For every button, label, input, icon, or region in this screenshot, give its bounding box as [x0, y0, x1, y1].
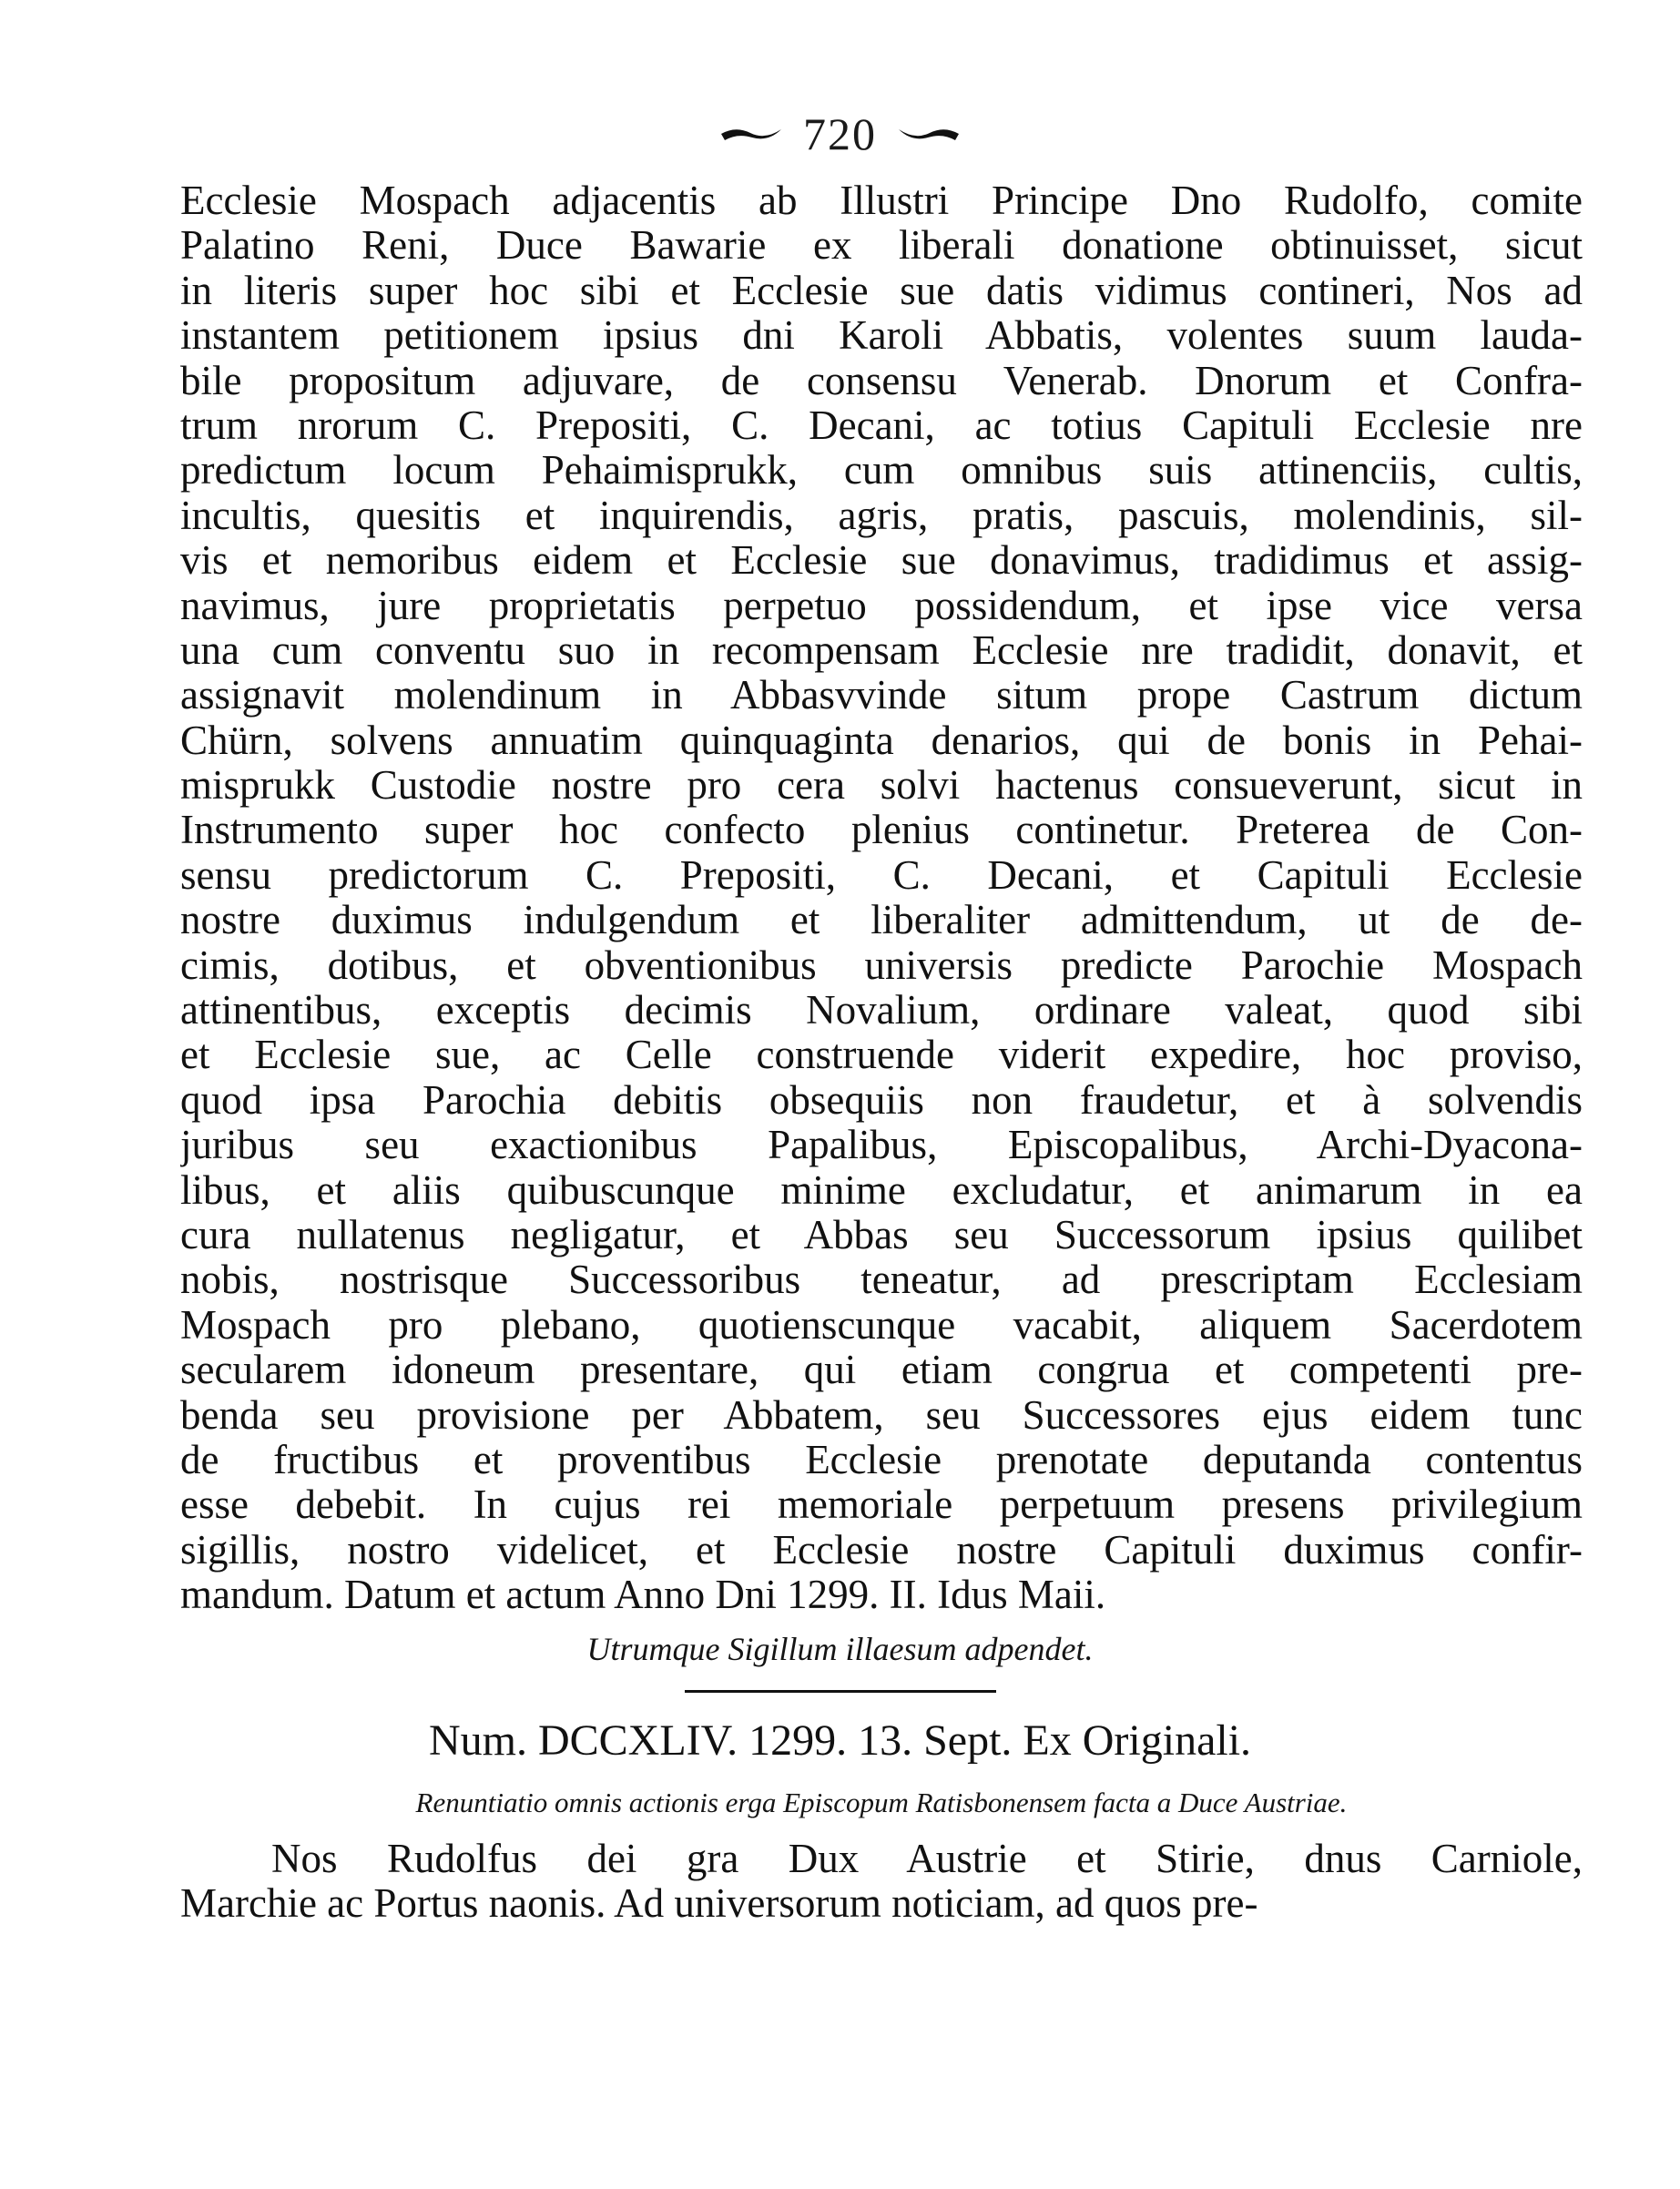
text-line: nostre duximus indulgendum et liberaliter admittendum, ut de de-: [180, 898, 1583, 943]
text-line: instantem petitionem ipsius dni Karoli Abbatis, volentes suum lauda-: [180, 313, 1583, 359]
second-charter-text: [180, 1837, 1583, 1927]
text-line: navimus, jure proprietatis perpetuo possidendum, et ipse vice versa: [180, 583, 1583, 628]
text-line: Instrumento super hoc confecto plenius continetur. Preterea de Con-: [180, 808, 1583, 853]
left-ornament-icon: [719, 122, 783, 146]
text-line: sigillis, nostro videlicet, et Ecclesie nostre Capituli duximus confir-: [180, 1527, 1583, 1573]
text-line: sensu predictorum C. Prepositi, C. Decani, et Capituli Ecclesie: [180, 852, 1583, 898]
text-line: libus, et aliis quibuscunque minime excludatur, et animarum in ea: [180, 1167, 1583, 1213]
text-line: in literis super hoc sibi et Ecclesie sue datis vidimus contineri, Nos ad: [180, 268, 1583, 313]
text-line: predictum locum Pehaimisprukk, cum omnibus suis attinenciis, cultis,: [180, 448, 1583, 494]
text-line: Nos Rudolfus dei gra Dux Austrie et Stirie, dnus Carniole,: [271, 1837, 1583, 1881]
text-line: nobis, nostrisque Successoribus teneatur, ad prescriptam Ecclesiam: [180, 1257, 1583, 1303]
page-header: [0, 107, 1680, 160]
text-line: juribus seu exactionibus Papalibus, Episcopalibus, Archi-Dyacona-: [180, 1123, 1583, 1168]
text-line: cura nullatenus negligatur, et Abbas seu Successorum ipsius quilibet: [180, 1212, 1583, 1257]
text-line: attinentibus, exceptis decimis Novalium, ordinare valeat, quod sibi: [180, 988, 1583, 1033]
text-line: cimis, dotibus, et obventionibus universis predicte Parochie Mospach: [180, 942, 1583, 988]
text-line: Chürn, solvens annuatim quinquaginta denarios, qui de bonis in Pehai-: [180, 718, 1583, 763]
text-line: mandum. Datum et actum Anno Dni 1299. II. Idus Maii.: [180, 1573, 1106, 1618]
text-line: misprukk Custodie nostre pro cera solvi hactenus consueverunt, sicut in: [180, 763, 1583, 809]
text-line: vis et nemoribus eidem et Ecclesie sue donavimus, tradidimus et assig-: [180, 538, 1583, 584]
section-divider: [685, 1690, 996, 1693]
document-subtitle: Renuntiatio omnis actionis erga Episcopum Ratisbonensem facta a Duce Austriae.: [415, 1787, 1348, 1818]
text-line: et Ecclesie sue, ac Celle construende viderit expedire, hoc proviso,: [180, 1033, 1583, 1078]
text-line: Mospach pro plebano, quotienscunque vacabit, aliquem Sacerdotem: [180, 1302, 1583, 1348]
text-line: bile propositum adjuvare, de consensu Venerab. Dnorum et Confra-: [180, 358, 1583, 403]
text-line: de fructibus et proventibus Ecclesie prenotate deputanda contentus: [180, 1437, 1583, 1482]
page-number: 720: [803, 108, 877, 159]
text-line: quod ipsa Parochia debitis obsequiis non fraudetur, et à solvendis: [180, 1077, 1583, 1123]
text-line: benda seu provisione per Abbatem, seu Successores ejus eidem tunc: [180, 1392, 1583, 1438]
text-line: trum nrorum C. Prepositi, C. Decani, ac totius Capituli Ecclesie nre: [180, 402, 1583, 448]
text-line: secularem idoneum presentare, qui etiam congrua et competenti pre-: [180, 1348, 1583, 1393]
text-line: incultis, quesitis et inquirendis, agris, pratis, pascuis, molendinis, sil-: [180, 493, 1583, 538]
text-line: assignavit molendinum in Abbasvvinde situm prope Castrum dictum: [180, 673, 1583, 718]
text-line: Marchie ac Portus naonis. Ad universorum noticiam, ad quos pre-: [180, 1881, 1258, 1927]
text-line: Ecclesie Mospach adjacentis ab Illustri Principe Dno Rudolfo, comite: [180, 178, 1583, 223]
text-line: Palatino Reni, Duce Bawarie ex liberali donatione obtinuisset, sicut: [180, 223, 1583, 269]
text-line: esse debebit. In cujus rei memoriale perpetuum presens privilegium: [180, 1482, 1583, 1528]
document-heading: Num. DCCXLIV. 1299. 13. Sept. Ex Originali.: [428, 1716, 1252, 1765]
text-line: una cum conventu suo in recompensam Ecclesie nre tradidit, donavit, et: [180, 627, 1583, 673]
charter-text: [180, 178, 1583, 1618]
right-ornament-icon: [897, 122, 961, 146]
seal-note: Utrumque Sigillum illaesum adpendet.: [586, 1631, 1094, 1667]
